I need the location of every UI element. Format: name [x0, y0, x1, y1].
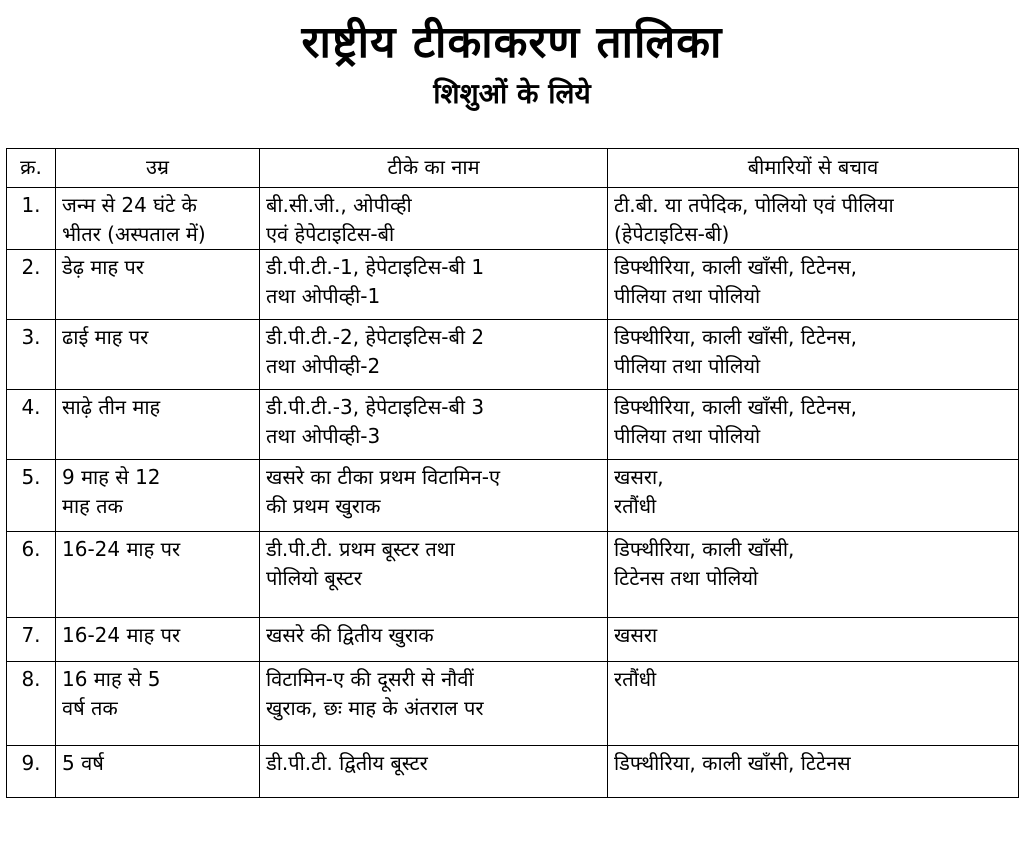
serial-number-cell: 1.: [7, 188, 56, 250]
table-row: [7, 320, 1019, 390]
age-line: माह तक: [62, 494, 123, 518]
vaccine-cell: [260, 320, 608, 390]
table-row: [7, 460, 1019, 532]
vaccine-cell: [260, 460, 608, 532]
vaccine-line: बी.सी.जी., ओपीव्ही: [266, 193, 412, 217]
age-line: भीतर (अस्पताल में): [62, 222, 206, 246]
age-line: साढ़े तीन माह: [62, 395, 161, 419]
page-subtitle: शिशुओं के लिये: [433, 77, 591, 110]
age-line: 5 वर्ष: [62, 751, 104, 775]
protection-cell: [608, 320, 1019, 390]
protection-cell: [608, 460, 1019, 532]
age-cell: [56, 460, 260, 532]
protection-line: टिटेनस तथा पोलियो: [614, 566, 759, 590]
page-title: राष्ट्रीय टीकाकरण तालिका: [301, 17, 723, 68]
protection-line: पीलिया तथा पोलियो: [614, 424, 761, 448]
age-cell: [56, 188, 260, 250]
protection-line: डिफ्थीरिया, काली खाँसी,: [614, 537, 795, 561]
table-header-row: [7, 149, 1019, 188]
age-cell: [56, 618, 260, 662]
protection-line: पीलिया तथा पोलियो: [614, 284, 761, 308]
table-row: [7, 390, 1019, 460]
age-line: जन्म से 24 घंटे के: [62, 193, 197, 217]
age-cell: [56, 662, 260, 746]
protection-cell: [608, 188, 1019, 250]
vaccine-line: डी.पी.टी.-2, हेपेटाइटिस-बी 2: [266, 325, 485, 349]
table-row: [7, 618, 1019, 662]
protection-line: (हेपेटाइटिस-बी): [614, 222, 730, 246]
vaccination-schedule-table: [6, 148, 1019, 798]
vaccine-line: डी.पी.टी. द्वितीय बूस्टर: [266, 751, 428, 775]
protection-line: डिफ्थीरिया, काली खाँसी, टिटेनस,: [614, 255, 858, 279]
age-line: 16-24 माह पर: [62, 623, 181, 647]
vaccine-line: पोलियो बूस्टर: [266, 566, 362, 590]
table-row: [7, 532, 1019, 618]
table-row: [7, 188, 1019, 250]
serial-number-cell: 8.: [7, 662, 56, 746]
protection-line: रतौंधी: [614, 667, 657, 691]
protection-line: टी.बी. या तपेदिक, पोलियो एवं पीलिया: [614, 193, 894, 217]
vaccine-line: डी.पी.टी.-1, हेपेटाइटिस-बी 1: [266, 255, 485, 279]
age-line: डेढ़ माह पर: [62, 255, 144, 279]
vaccine-cell: [260, 618, 608, 662]
protection-line: डिफ्थीरिया, काली खाँसी, टिटेनस,: [614, 395, 858, 419]
age-cell: [56, 320, 260, 390]
table-row: [7, 250, 1019, 320]
vaccine-line: एवं हेपेटाइटिस-बी: [266, 222, 395, 246]
vaccine-cell: [260, 746, 608, 798]
protection-cell: [608, 390, 1019, 460]
vaccine-line: डी.पी.टी. प्रथम बूस्टर तथा: [266, 537, 455, 561]
vaccine-line: खसरे का टीका प्रथम विटामिन-ए: [266, 465, 501, 489]
vaccine-line: की प्रथम खुराक: [266, 494, 381, 518]
protection-cell: [608, 618, 1019, 662]
age-line: 16-24 माह पर: [62, 537, 181, 561]
vaccine-cell: [260, 532, 608, 618]
protection-line: खसरा: [614, 623, 658, 647]
vaccine-cell: [260, 662, 608, 746]
vaccine-line: तथा ओपीव्ही-2: [266, 354, 381, 378]
age-line: 16 माह से 5: [62, 667, 161, 691]
protection-line: खसरा,: [614, 465, 664, 489]
serial-number-cell: 4.: [7, 390, 56, 460]
serial-number-cell: 3.: [7, 320, 56, 390]
header-vaccine-name: टीके का नाम: [260, 149, 608, 188]
serial-number-cell: 6.: [7, 532, 56, 618]
age-line: ढाई माह पर: [62, 325, 149, 349]
age-line: 9 माह से 12: [62, 465, 161, 489]
vaccine-cell: [260, 188, 608, 250]
protection-cell: [608, 532, 1019, 618]
vaccine-line: डी.पी.टी.-3, हेपेटाइटिस-बी 3: [266, 395, 485, 419]
age-cell: [56, 390, 260, 460]
table-row: [7, 662, 1019, 746]
serial-number-cell: 9.: [7, 746, 56, 798]
protection-cell: [608, 662, 1019, 746]
protection-line: पीलिया तथा पोलियो: [614, 354, 761, 378]
vaccine-line: खसरे की द्वितीय खुराक: [266, 623, 434, 647]
serial-number-cell: 5.: [7, 460, 56, 532]
header-age: उम्र: [56, 149, 260, 188]
protection-cell: [608, 746, 1019, 798]
vaccine-cell: [260, 390, 608, 460]
serial-number-cell: 7.: [7, 618, 56, 662]
serial-number-cell: 2.: [7, 250, 56, 320]
protection-line: डिफ्थीरिया, काली खाँसी, टिटेनस,: [614, 325, 858, 349]
vaccine-line: विटामिन-ए की दूसरी से नौवीं: [266, 667, 474, 691]
age-cell: [56, 532, 260, 618]
age-line: वर्ष तक: [62, 696, 118, 720]
table-row: [7, 746, 1019, 798]
header-serial-number: क्र.: [7, 149, 56, 188]
vaccine-cell: [260, 250, 608, 320]
age-cell: [56, 250, 260, 320]
vaccine-line: खुराक, छः माह के अंतराल पर: [266, 696, 484, 720]
vaccine-line: तथा ओपीव्ही-3: [266, 424, 381, 448]
protection-line: रतौंधी: [614, 494, 657, 518]
protection-line: डिफ्थीरिया, काली खाँसी, टिटेनस: [614, 751, 851, 775]
age-cell: [56, 746, 260, 798]
header-disease-protection: बीमारियों से बचाव: [608, 149, 1019, 188]
protection-cell: [608, 250, 1019, 320]
vaccine-line: तथा ओपीव्ही-1: [266, 284, 381, 308]
